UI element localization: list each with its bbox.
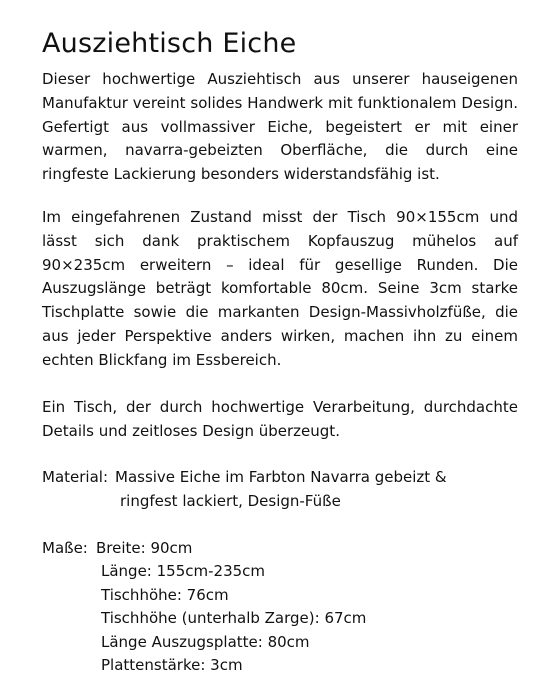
material-value-line: Massive Eiche im Farbton Navarra gebeizt & [115, 468, 447, 486]
dimension-item-table-height: Tischhöhe: 76cm [101, 586, 229, 604]
description-paragraph-intro: Dieser hochwertige Ausziehtisch aus unserer hauseigenen Manufaktur vereint solides Handwerk mit funktionalem Design. Gefertigt aus vollmassiver Eiche, begeistert er mit einer warmen, navarra-gebeizten Oberfläche, die durch eine ringfeste Lackierung besonders widerstandsfähig ist. [42, 70, 518, 184]
dimension-item-width: Breite: 90cm [96, 539, 193, 557]
product-title: Ausziehtisch Eiche [42, 28, 297, 59]
dimension-item-top-thickness: Plattenstärke: 3cm [101, 656, 243, 674]
dimension-item-length: Länge: 155cm-235cm [101, 562, 266, 580]
dimension-item-height-below-frame: Tischhöhe (unterhalb Zarge): 67cm [101, 609, 367, 627]
dimensions-label: Maße: [42, 539, 88, 557]
material-label: Material: [42, 468, 108, 486]
description-paragraph-summary: Ein Tisch, der durch hochwertige Verarbeitung, durchdachte Details und zeitloses Design überzeugt. [42, 398, 518, 440]
description-paragraph-dimensions: Im eingefahrenen Zustand misst der Tisch 90×155cm und lässt sich dank praktischem Kopfauszug mühelos auf 90×235cm erweitern – ideal für gesellige Runden. Die Auszugslänge beträgt komfortable 80cm. Seine 3cm starke Tischplatte sowie die markanten Design-Massivholzfüße, die aus jeder Perspektive anders wirken, machen ihn zu einem echten Blickfang im Essbereich. [42, 208, 518, 369]
material-value-line: ringfest lackiert, Design-Füße [120, 492, 341, 510]
dimension-item-extension-length: Länge Auszugsplatte: 80cm [101, 633, 310, 651]
